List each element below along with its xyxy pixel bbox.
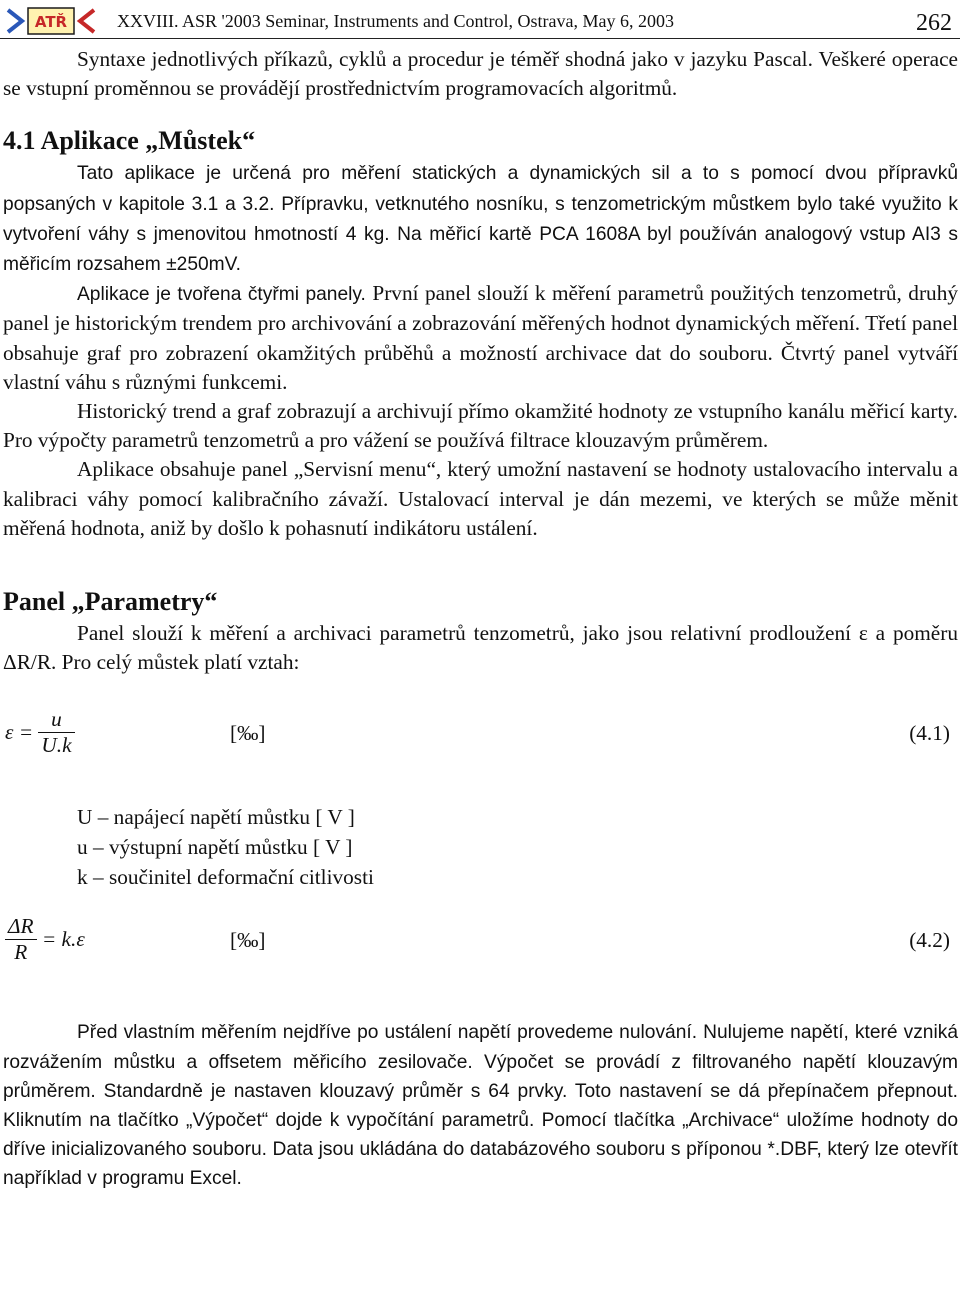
equation-number: (4.2) xyxy=(909,928,950,953)
equation-4-1 xyxy=(3,707,958,777)
equation-unit: [‰] xyxy=(230,721,266,746)
section-paragraph-3 xyxy=(3,397,958,455)
page-header xyxy=(0,2,960,42)
section-paragraph-2 xyxy=(3,279,958,397)
definition-item: u – výstupní napětí můstku [ V ] xyxy=(77,835,353,860)
page-body xyxy=(3,45,958,1194)
section-paragraph-4: Aplikace obsahuje panel „Servisní menu“, který umožní nastavení se hodnoty ustalovacího intervalu a kalibraci váhy pomocí kalibračního závaží. Ustalovací interval je dán mezemi, ve kterých se může měnit měřená hodnota, aniž by došlo k pohasnutí indikátoru ustálení. xyxy=(3,457,958,540)
conference-title: XXVIII. ASR '2003 Seminar, Instruments and Control, Ostrava, May 6, 2003 xyxy=(117,11,674,31)
svg-text:ATŘ: ATŘ xyxy=(34,13,68,31)
fraction-denominator: R xyxy=(5,939,37,965)
equation-number: (4.1) xyxy=(909,721,950,746)
para-text: Na měřicí kartě PCA 1608A byl používán analogový vstup AI3 s měřicím rozsahem ±250mV. xyxy=(3,223,958,276)
panel-paragraph: Panel slouží k měření a archivaci parametrů tenzometrů, jako jsou relativní prodloužení ε a poměru ΔR/R. Pro celý můstek platí vztah: xyxy=(3,621,958,675)
para-text: Pro výpočty parametrů tenzometrů a pro vážení se používá filtrace klouzavým průměrem. xyxy=(3,428,769,453)
definition-item: k – součinitel deformační citlivosti xyxy=(77,865,374,890)
equation-lhs xyxy=(5,914,85,984)
para-text: Přípravku, vetknutého nosníku, s tenzometrickým můstkem bylo také využito k vytvoření váhy s jmenovitou hmotností 4 kg. xyxy=(3,193,959,245)
section-paragraph-1 xyxy=(3,158,958,279)
equation-unit: [‰] xyxy=(230,928,266,953)
variable-definitions xyxy=(3,802,958,892)
equation-fraction xyxy=(5,914,37,965)
header-rule xyxy=(0,38,960,39)
intro-paragraph: Syntaxe jednotlivých příkazů, cyklů a procedur je téměř shodná jako v jazyku Pascal. Veškeré operace se vstupní proměnnou se provádějí prostřednictvím programovacích algoritmů. xyxy=(3,47,958,101)
fraction-numerator: ΔR xyxy=(8,914,34,939)
panel-heading: Panel „Parametry“ xyxy=(3,587,218,617)
atr-logo xyxy=(2,4,100,38)
closing-paragraph: Před vlastním měřením nejdříve po ustálení napětí provedeme nulování. Nulujeme napětí, které vzniká rozvážením můstku a offsetem měřicího zesilovače. Výpočet se provádí z filtrovaného napětí klouzavým průměrem. Standardně je nastaven klouzavý průměr s 64 prvky. Toto nastavení se dá přepínačem přepnout. Kliknutím na tlačítko „Výpočet“ dojde k vypočítání parametrů. Pomocí tlačítka „Archivace“ uložíme hodnoty do dříve inicializovaného souboru. Data jsou ukládána do databázového souboru s příponou *.DBF, který lze otevřít například v programu Excel. xyxy=(3,1022,958,1190)
equation-left-symbol: ε = xyxy=(5,720,34,745)
para-text: Aplikace je tvořena čtyřmi panely. xyxy=(77,284,366,306)
page-number: 262 xyxy=(916,10,952,36)
section-heading-4-1: 4.1 Aplikace „Můstek“ xyxy=(3,126,256,156)
equation-fraction xyxy=(38,707,74,758)
para-text: Tato aplikace je určená pro měření statických a dynamických sil a to s pomocí dvou přípravků popsaných v kapitole 3.1 a 3.2. xyxy=(3,163,958,215)
equation-lhs xyxy=(5,707,75,777)
fraction-denominator: U.k xyxy=(38,732,74,758)
fraction-numerator: u xyxy=(51,707,62,732)
definition-item: U – napájecí napětí můstku [ V ] xyxy=(77,805,355,830)
para-text: První panel slouží k měření parametrů použitých tenzometrů, druhý panel je historickým trendem pro archivování a zobrazování měřených hodnot dynamických měření. Třetí panel obsahuje graf pro zobrazení okamžitých průběhů a možností archivace dat do souboru. Čtvrtý panel vytváří vlastní váhu s různými funkcemi. xyxy=(3,281,958,394)
equation-rhs: = k.ε xyxy=(41,927,85,952)
para-text: Historický trend a graf zobrazují a archivují přímo okamžité hodnoty ze vstupního kanálu měřicí karty. xyxy=(77,399,958,424)
equation-4-2 xyxy=(3,914,958,992)
